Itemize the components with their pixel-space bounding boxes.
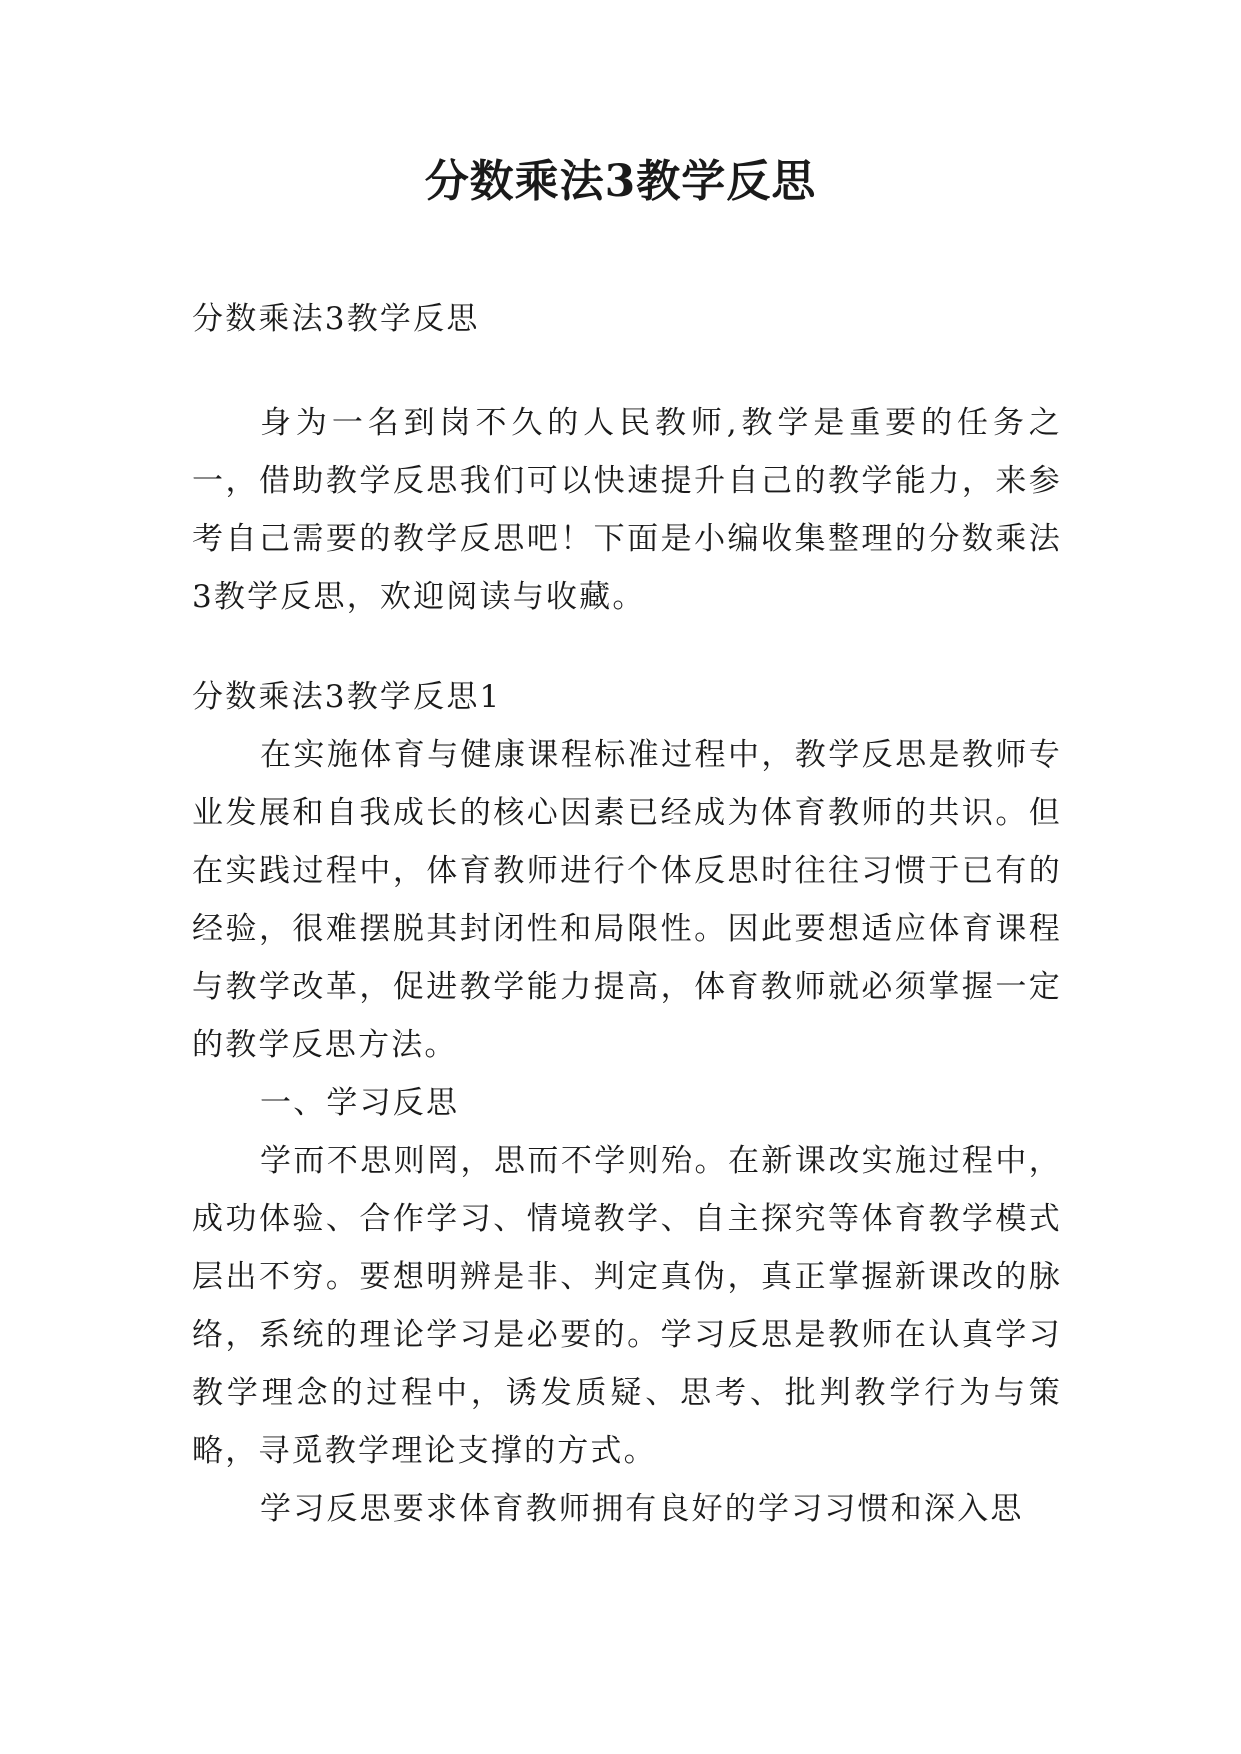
intro-paragraph: 身为一名到岗不久的人民教师,教学是重要的任务之一，借助教学反思我们可以快速提升自己的教学能力，来参考自己需要的教学反思吧！下面是小编收集整理的分数乘法3教学反思，欢迎阅读与收藏。 (192, 405, 1062, 615)
document-subtitle: 分数乘法3教学反思 (192, 301, 480, 337)
sub-heading: 一、学习反思 (260, 1085, 460, 1121)
body-paragraph: 学而不思则罔，思而不学则殆。在新课改实施过程中，成功体验、合作学习、情境教学、自主探究等体育教学模式层出不穷。要想明辨是非、判定真伪，真正掌握新课改的脉络，系统的理论学习是必要的。学习反思是教师在认真学习教学理念的过程中，诱发质疑、思考、批判教学行为与策略，寻觅教学理论支撑的方式。 (192, 1143, 1062, 1469)
document-title: 分数乘法3教学反思 (424, 156, 817, 207)
body-paragraph: 学习反思要求体育教师拥有良好的学习习惯和深入思 (260, 1491, 1024, 1527)
section-heading: 分数乘法3教学反思1 (192, 679, 502, 715)
document-body (192, 290, 1062, 1538)
body-paragraph: 在实施体育与健康课程标准过程中，教学反思是教师专业发展和自我成长的核心因素已经成为体育教师的共识。但在实践过程中，体育教师进行个体反思时往往习惯于已有的经验，很难摆脱其封闭性和局限性。因此要想适应体育课程与教学改革，促进教学能力提高，体育教师就必须掌握一定的教学反思方法。 (192, 737, 1062, 1063)
